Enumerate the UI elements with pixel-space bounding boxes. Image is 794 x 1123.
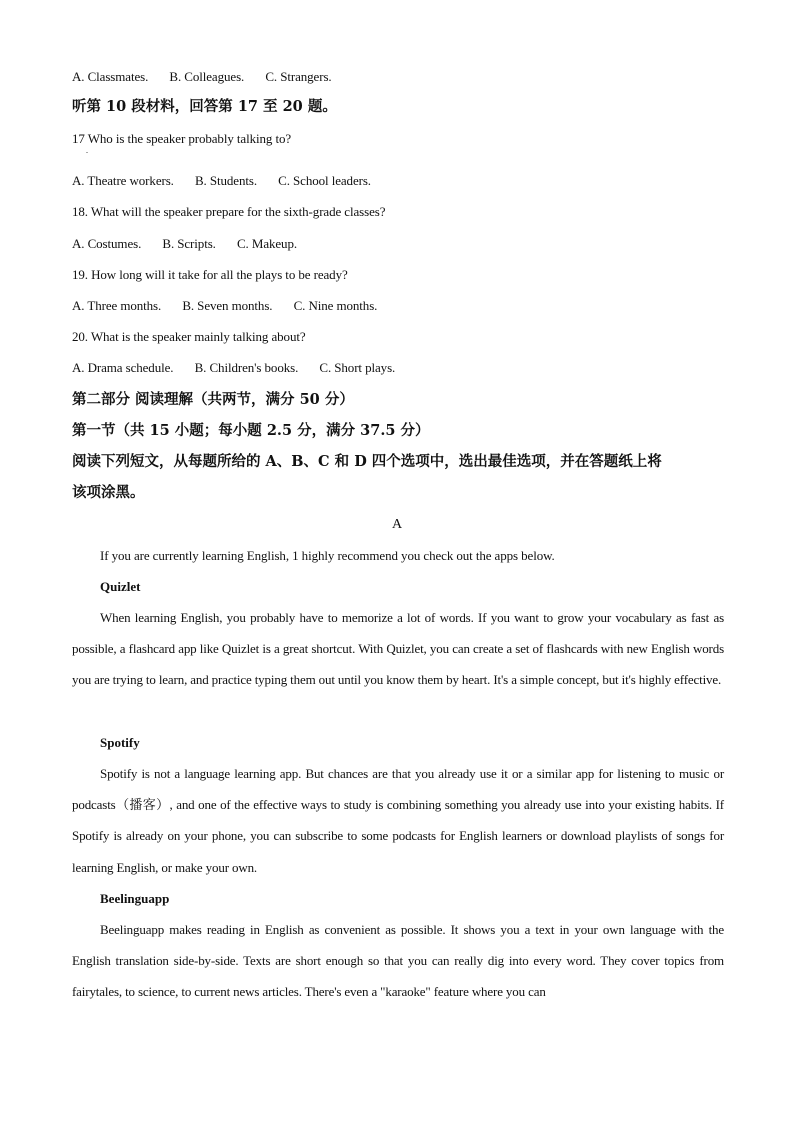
option-a: A. Drama schedule.	[72, 360, 174, 375]
question-20-stem: 20. What is the speaker mainly talking about?	[72, 329, 306, 344]
option-a: A. Classmates.	[72, 69, 149, 84]
stray-mark: .	[86, 146, 88, 155]
option-c: C. Nine months.	[293, 298, 378, 313]
option-b: B. Students.	[194, 173, 257, 188]
instructions-line1: 阅读下列短文，从每题所给的 A、B、C 和 D 四个选项中，选出最佳选项，并在答题纸上将	[72, 453, 662, 470]
section-10-heading: 听第 10 段材料，回答第 17 至 20 题。	[72, 98, 337, 115]
question-19-options	[72, 298, 395, 314]
option-b: B. Seven months.	[182, 298, 273, 313]
question-18-stem: 18. What will the speaker prepare for the sixth-grade classes?	[72, 204, 386, 219]
option-b: B. Scripts.	[162, 236, 216, 251]
app-name-spotify: Spotify	[100, 735, 140, 750]
instructions-line2: 该项涂黑。	[72, 484, 145, 501]
app-text-beelinguapp: Beelinguapp makes reading in English as convenient as possible. It shows you a text in your own language with the English translation side-by-side. Texts are short enough so that you can really dig into every word. They cover topics from fairytales, to science, to current news articles. There's even a "karaoke" feature where you can	[72, 922, 724, 1000]
app-name-quizlet: Quizlet	[100, 579, 141, 594]
option-a: A. Costumes.	[72, 236, 142, 251]
option-c: C. Makeup.	[236, 236, 298, 251]
section1-heading: 第一节（共 15 小题；每小题 2.5 分，满分 37.5 分）	[72, 422, 430, 439]
option-c: C. Strangers.	[265, 69, 332, 84]
part2-heading: 第二部分 阅读理解（共两节，满分 50 分）	[72, 391, 354, 408]
app-name-beelinguapp: Beelinguapp	[100, 891, 170, 906]
passage-label: A	[391, 517, 403, 532]
app-text-quizlet: When learning English, you probably have to memorize a lot of words. If you want to grow your vocabulary as fast as possible, a flashcard app like Quizlet is a great shortcut. With Quizlet, you can create a set of flashcards with new English words you are trying to learn, and practice typing them out until you know them by heart. It's a simple concept, but it's highly effective.	[72, 610, 724, 688]
question-17-options	[72, 173, 389, 189]
question-17-stem: 17 Who is the speaker probably talking to?	[72, 131, 292, 146]
option-b: B. Colleagues.	[169, 69, 245, 84]
question-18-options	[72, 236, 315, 252]
option-c: C. School leaders.	[278, 173, 371, 188]
question-19-stem: 19. How long will it take for all the plays to be ready?	[72, 267, 348, 282]
option-a: A. Three months.	[72, 298, 162, 313]
q16-options	[72, 69, 350, 85]
option-a: A. Theatre workers.	[72, 173, 174, 188]
option-c: C. Short plays.	[319, 360, 396, 375]
app-text-spotify: Spotify is not a language learning app. But chances are that you already use it or a similar app for listening to music or podcasts（播客）, and one of the effective ways to study is combining something you already use into your existing habits. If Spotify is already on your phone, you can subscribe to some podcasts for English learners or download playlists of songs for learning English, or make your own.	[72, 766, 724, 875]
option-b: B. Children's books.	[194, 360, 299, 375]
question-20-options	[72, 360, 413, 376]
passage-intro: If you are currently learning English, 1 highly recommend you check out the apps below.	[100, 548, 555, 563]
